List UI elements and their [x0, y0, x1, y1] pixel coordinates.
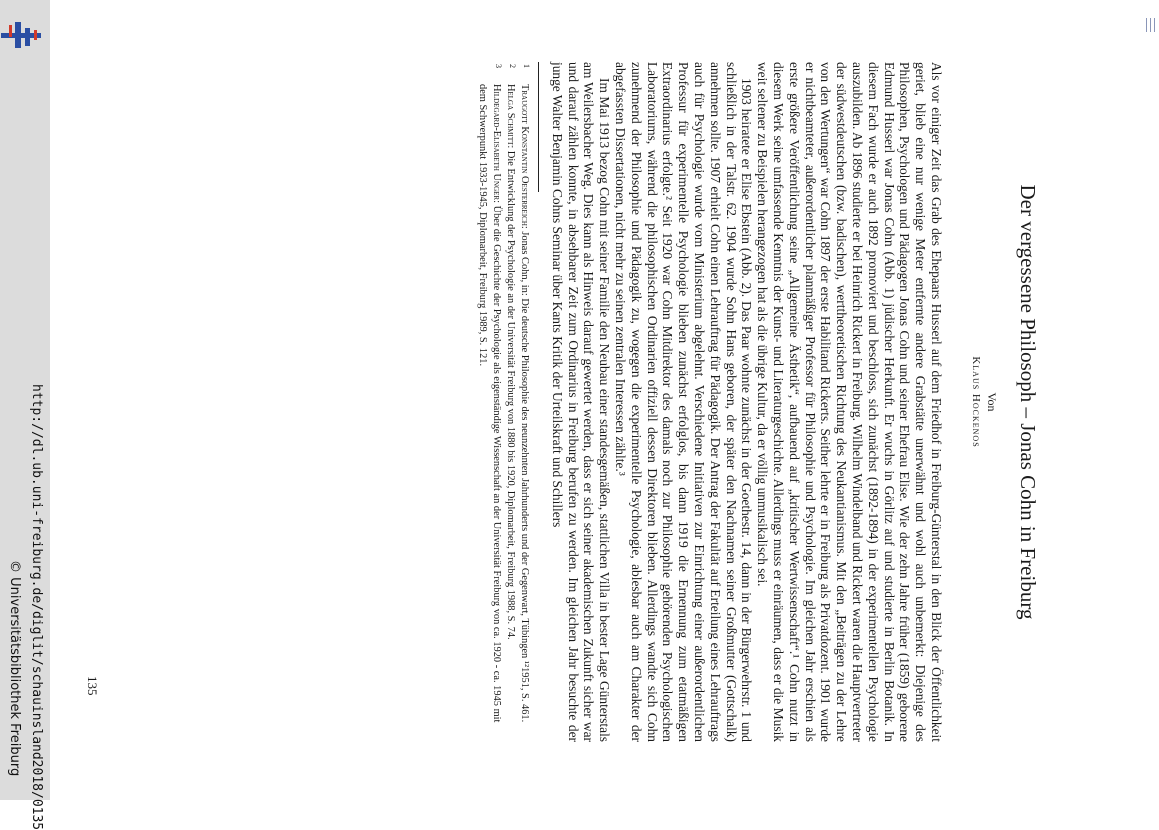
- footnote-author: Traugott Konstantin Oesterreich: [519, 84, 531, 226]
- article-body: [549, 62, 944, 742]
- document-url-link[interactable]: http://dl.ub.uni-freiburg.de/diglit/schauinsland2018/0135: [29, 384, 44, 830]
- paragraph: Als vor einiger Zeit das Grab des Ehepaars Husserl auf dem Friedhof in Freiburg-Günterstal in den Blick der Öffentlichkeit geriet, blieb eine nur wenige Meter entfernte andere Grabstätte unerwähnt und wohl auch unbemerkt: Diejenige des Philosophen, Psychologen und Pädagogen Jonas Cohn und seiner Ehefrau Elise. Wie der zehn Jahre früher (1859) geborene Edmund Husserl war Jonas Cohn (Abb. 1) jüdischer Herkunft. Er wuchs in Görlitz auf und studierte in Berlin Botanik. In diesem Fach wurde er auch 1892 promoviert und beschloss, sich zunächst (1892-1894) in der experimentellen Psychologie auszubilden. Ab 1896 studierte er bei Heinrich Rickert in Freiburg. Wilhelm Windelband und Rickert waren die Hauptvertreter der südwestdeutschen (bzw. badischen), werttheoretischen Richtung des Neukantianismus. Mit den „Beiträgen zu der Lehre von den Wertungen“ war Cohn 1897 der erste Habilitand Rickerts. Seither lehrte er in Freiburg als Privatdozent. 1901 wurde er nichtbeamteter, außerordentlicher planmäßiger Professor für Philosophie und Psychologie. Im gleichen Jahr erschien als erste größere Veröffentlichung seine „Allgemeine Ästhetik“, aufbauend auf „kritischer Wertwissenschaft“.¹ Cohn nutzt in diesem Werk seine umfassende Kenntnis der Kunst- und Literaturgeschichte. Allerdings muss er einräumen, dass er die Musik weit seltener zu Beispielen herangezogen hat als die übrige Kultur, da er völlig unmusikalisch sei.: [755, 62, 944, 742]
- footnote: 1 Traugott Konstantin Oesterreich: Jonas Cohn, in: Die deutsche Philosophie des neunzehnten Jahrhunderts und der Gegenwart, Tübingen ¹²1951, S. 461.: [519, 64, 532, 723]
- article-title: Der vergessene Philosoph – Jonas Cohn in Freiburg: [1016, 184, 1040, 620]
- paragraph: 1903 heiratete er Elise Ebstein (Abb. 2). Das Paar wohnte zunächst in der Goethestr. 14, dann in der Bürgerwehrstr. 1 und schließlich in der Talstr. 62. 1904 wurde Sohn Hans geboren, der später den Nachnamen seiner Großmutter (Gottschalk) annehmen sollte. 1907 erhielt Cohn einen Lehrauftrag für Pädagogik. Der Antrag der Fakultät auf Erteilung eines Lehrauftrags auch für Psychologie wurde vom Ministerium abgelehnt. Verschiedene Initiativen zur Einrichtung einer außerordentlichen Professur für experimentelle Psychologie blieben zunächst erfolglos, bis dann 1919 die Ernennung zum etatmäßigen Extraordinarius erfolgte.² Seit 1920 war Cohn Mitdirektor des damals noch zur Philosophie gehörenden Psychologischen Laboratoriums, während die philosophischen Ordinarien offiziell dessen Direktoren blieben. Allerdings wandte sich Cohn zunehmend der Philosophie und Pädagogik zu, wogegen die experimentelle Psychologie, ablesbar auch am Charakter der abgefassten Dissertationen, nicht mehr zu seinen zentralen Interessen zählte.³: [613, 62, 755, 742]
- footnote: 3 Hildegard-Elisabeth Unger: Über die Geschichte der Psychologie als eigenständige Wissenschaft an der Universität Freiburg von ca. 1920 - ca. 1945 mit dem Schwerpunkt 1933-1945, Diplomarbeit, Freiburg 1989, S. 121.: [477, 64, 504, 723]
- copyright-notice: © Universitätsbibliothek Freiburg: [7, 560, 22, 777]
- footnote-text: : Jonas Cohn, in: Die deutsche Philosophie des neunzehnten Jahrhunderts und der Gegenwart, Tübingen ¹²1951, S. 461.: [519, 225, 531, 723]
- footnote-author: Helga Schmitt: [505, 84, 517, 146]
- footnote-text: : Die Entwicklung der Psychologie an der Universität Freiburg von 1880 bis 1920, Diplomarbeit, Freiburg 1988, S. 74.: [505, 145, 517, 640]
- footnote-text: : Über die Geschichte der Psychologie als eigenständige Wissenschaft an der Universität Freiburg von ca. 1920 - ca. 1945 mit dem Schwerpunkt 1933-1945, Diplomarbeit, Freiburg 1989, S. 121.: [477, 84, 503, 723]
- university-logo-icon[interactable]: [0, 0, 44, 60]
- footnote-divider: [538, 62, 539, 192]
- byline-von: Von: [985, 392, 999, 412]
- footnote-author: Hildegard-Elisabeth Unger: [491, 84, 503, 201]
- page-number: 135: [85, 676, 100, 696]
- footnote: 2 Helga Schmitt: Die Entwicklung der Psychologie an der Universität Freiburg von 1880 bis 1920, Diplomarbeit, Freiburg 1988, S. 74.: [505, 64, 518, 640]
- scanned-page: [475, 62, 1040, 742]
- corner-mark-icon: [1145, 18, 1155, 32]
- paragraph: Im Mai 1913 bezog Cohn mit seiner Familie den Neubau einer standesgemäßen, stattlichen Villa in bester Lage Günterstals am Weilersbacher Weg. Dies kann als Hinweis darauf gewertet werden, dass er sich seiner akademischen Zukunft sicher war und darauf zählen konnte, in absehbarer Zeit zum Ordinarius in Freiburg berufen zu werden. Im gleichen Jahr besuchte der junge Walter Benjamin Cohns Seminar über Kants Kritik der Urteilskraft und Schillers: [549, 62, 613, 742]
- article-author: Klaus Hockenos: [970, 356, 982, 448]
